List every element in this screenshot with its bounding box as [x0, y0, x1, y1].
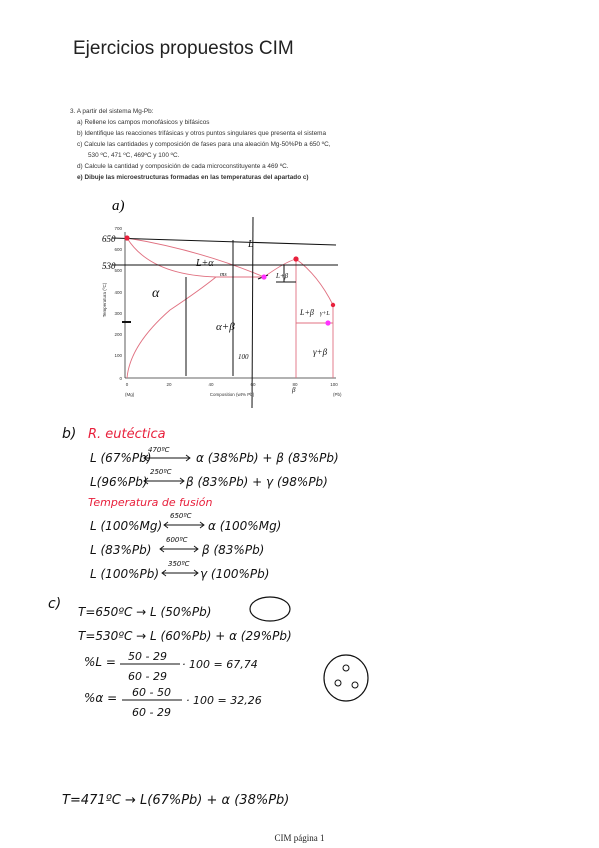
liquidus-beta-right [296, 259, 333, 305]
c-line-1: T=650ºC → L (50%Pb) [78, 605, 212, 619]
fusion-2-right: β (83%Pb) [202, 543, 265, 557]
fusion-title: Temperatura de fusión [88, 496, 213, 509]
eutectic-2-right: β (83%Pb) + γ (98%Pb) [186, 475, 328, 489]
region-l-gamma: γ+L [320, 311, 330, 317]
fusion-2-arrow [160, 546, 198, 552]
phase-diagram [102, 198, 342, 408]
region-l-beta: L+β [276, 272, 289, 280]
fusion-3-left: L (100%Pb) [90, 567, 160, 581]
y-tick: 200 [114, 332, 122, 337]
answers [48, 426, 368, 808]
region-l-alpha: L+α [196, 258, 214, 269]
answer-c-label: c) [48, 596, 62, 612]
fusion-3-temp: 350ºC [168, 560, 190, 568]
x-axis-title: Composition (wt% Pb) [209, 392, 255, 397]
eutectic-title: R. eutéctica [88, 427, 166, 442]
point-pb [331, 303, 335, 307]
calc-1-label: %L = [84, 655, 116, 669]
x-tick: 20 [166, 382, 172, 387]
grain [335, 680, 341, 686]
microstructure-alpha-liquid [324, 655, 368, 701]
y-tick: 400 [114, 290, 122, 295]
fusion-1-arrow [164, 522, 204, 528]
calc-2-num: 60 - 50 [132, 686, 171, 699]
solvus-alpha [127, 277, 216, 378]
diagram-hand-label: a) [112, 198, 125, 214]
x-tick: 80 [292, 382, 298, 387]
calc-2-den: 60 - 29 [132, 706, 171, 719]
y-tick: 300 [114, 311, 122, 316]
answer-b-label: b) [62, 426, 77, 442]
x-right-label: (Pb) [333, 392, 342, 397]
y-axis-title: Temperatura (ºC) [102, 282, 107, 318]
page-title: Ejercicios propuestos CIM [73, 38, 294, 59]
c-line-3: T=471ºC → L(67%Pb) + α (38%Pb) [62, 793, 290, 808]
y-tick: 600 [114, 247, 122, 252]
x-tick: 60 [250, 382, 256, 387]
eutectic-1-right: α (38%Pb) + β (83%Pb) [196, 451, 339, 465]
problem-item-c: c) Calcule las cantidades y composición de fases para una aleación Mg-50%Pb a 650 ºC, [77, 141, 331, 148]
point-mg-melting [124, 235, 129, 240]
point-eutectic-2 [325, 320, 330, 325]
grain [343, 665, 349, 671]
x-tick-labels [126, 382, 339, 387]
mark-100: 100 [238, 353, 249, 361]
problem-item-d: d) Calcule la cantidad y composición de cada microconstituyente a 469 ºC. [77, 163, 289, 170]
eutectic-1-temp: 470ºC [148, 446, 170, 454]
fusion-2-left: L (83%Pb) [90, 543, 152, 557]
eutectic-2-temp: 250ºC [150, 468, 172, 476]
fusion-3-right: γ (100%Pb) [200, 567, 270, 581]
x-tick: 40 [208, 382, 214, 387]
eutectic-2-left: L(96%Pb) [90, 475, 148, 489]
eutectic-1-left: L (67%Pb) [90, 451, 152, 465]
microstructure-circle [324, 655, 368, 701]
fusion-3-arrow [162, 570, 198, 576]
region-alpha: α [152, 286, 160, 301]
calc-1-result: · 100 = 67,74 [182, 658, 258, 671]
problem-item-c-cont: 530 ºC, 471 ºC, 469ºC y 100 ºC. [88, 152, 180, 159]
region-l-beta-2: L+β [300, 308, 314, 317]
y-tick-labels [114, 226, 122, 381]
calc-1-den: 60 - 29 [128, 670, 167, 683]
problem-item-e: e) Dibuje las microestructuras formadas en las temperaturas del apartado c) [77, 174, 309, 181]
c-line-2: T=530ºC → L (60%Pb) + α (29%Pb) [78, 629, 292, 643]
region-alpha-beta: α+β [216, 321, 235, 333]
region-labels [152, 239, 330, 394]
region-liquid: L [248, 239, 254, 250]
y-tick: 0 [119, 376, 122, 381]
y-tick: 100 [114, 353, 122, 358]
x-tick: 0 [125, 382, 129, 387]
mark-ms: ms [220, 272, 227, 278]
eutectic-2-arrow [144, 478, 184, 484]
grain [352, 682, 358, 688]
y-tick: 700 [114, 226, 122, 231]
calc-2-result: · 100 = 32,26 [186, 694, 262, 707]
mark-beta: β [292, 386, 296, 394]
page-footer: CIM página 1 [274, 833, 325, 843]
x-tick: 100 [330, 382, 338, 387]
problem-item-a: a) Rellene los campos monofásicos y bifásicos [77, 119, 210, 126]
problem-number: 3. A partir del sistema Mg-Pb: [70, 108, 154, 115]
region-beta-gamma: γ+β [313, 347, 328, 357]
point-eutectic-1 [261, 274, 266, 279]
calc-1-num: 50 - 29 [128, 650, 167, 663]
fusion-1-right: α (100%Mg) [208, 519, 282, 533]
hand-temp-530: 530 [102, 261, 116, 271]
fusion-1-left: L (100%Mg) [90, 519, 163, 533]
y-tick: 500 [114, 268, 122, 273]
point-beta-melting [293, 256, 298, 261]
problem-item-b: b) Identifique las reacciones trifásicas y otros puntos singulares que presenta el sistema [77, 130, 327, 137]
fusion-1-temp: 650ºC [170, 512, 192, 520]
hand-temp-650: 650 [102, 234, 116, 244]
x-left-label: (Mg) [125, 392, 135, 397]
calc-2-label: %α = [84, 691, 118, 705]
fusion-2-temp: 600ºC [166, 536, 188, 544]
microstructure-liquid [250, 597, 290, 621]
